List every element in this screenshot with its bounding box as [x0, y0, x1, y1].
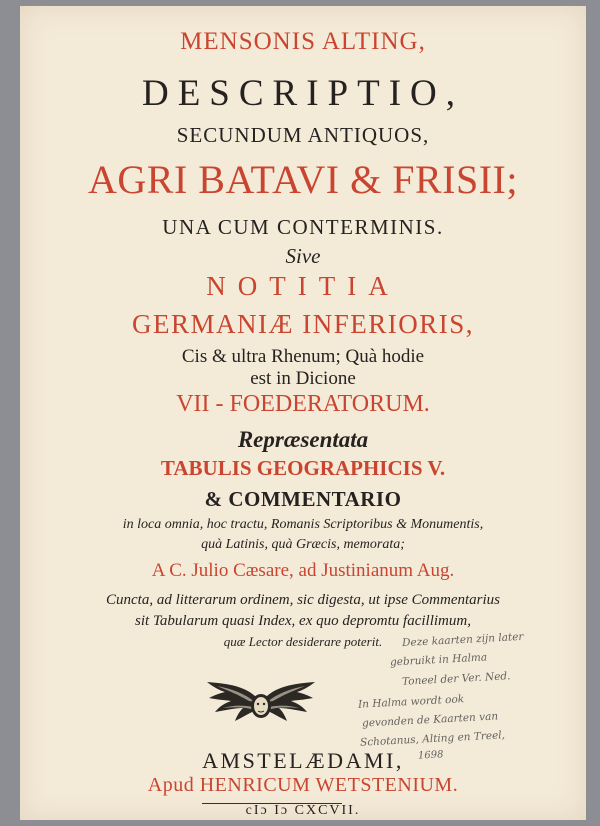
title-page — [20, 6, 586, 820]
tabulis-line: TABULIS GEOGRAPHICIS V. — [160, 456, 446, 480]
handwritten-note-6: Schotanus, Alting en Treel, — [359, 729, 506, 749]
handwritten-note-3: Toneel der Ver. Ned. — [401, 670, 511, 688]
quae-line: quæ Lector desiderare poterit. — [223, 634, 383, 649]
cuncta-line: Cuncta, ad litterarum ordinem, sic digesta, ut ipse Commentarius — [105, 592, 500, 608]
cherub-ornament — [205, 674, 317, 732]
est-line: est in Dicione — [250, 368, 356, 389]
vii-line: VII - FOEDERATORUM. — [176, 391, 430, 417]
cis-line: Cis & ultra Rhenum; Quà hodie — [181, 346, 425, 367]
city-line: AMSTELÆDAMI, — [202, 748, 404, 773]
year-line: cIɔ Iɔ CXCVII. — [245, 803, 361, 818]
publisher-line: Apud HENRICUM WETSTENIUM. — [147, 774, 459, 796]
germaniae-line: GERMANIÆ INFERIORIS, — [131, 309, 475, 339]
region-line: AGRI BATAVI & FRISII; — [88, 157, 518, 202]
sive-line: Sive — [285, 244, 321, 268]
sit-line: sit Tabularum quasi Index, ex quo depromtu facillimum, — [135, 613, 471, 629]
handwritten-note-5: gevonden de Kaarten van — [361, 710, 499, 730]
title-line: DESCRIPTIO, — [141, 73, 465, 114]
author-line: MENSONIS ALTING, — [180, 28, 426, 55]
handwritten-date: 1698 — [417, 749, 444, 762]
with-line: UNA CUM CONTERMINIS. — [162, 215, 444, 239]
handwritten-note-4: In Halma wordt ook — [357, 693, 465, 711]
notitia-line: NOTITIA — [206, 271, 400, 301]
subtitle-line: SECUNDUM ANTIQUOS, — [176, 123, 430, 147]
commentario-line: & COMMENTARIO — [204, 487, 402, 511]
repraesentata-line: Repræsentata — [237, 427, 369, 452]
caesare-line: A C. Julio Cæsare, ad Justinianum Aug. — [151, 560, 455, 581]
qua-line: quà Latinis, quà Græcis, memorata; — [201, 537, 405, 552]
in-loca-line: in loca omnia, hoc tractu, Romanis Scriptoribus & Monumentis, — [122, 517, 484, 532]
handwritten-note-1: Deze kaarten zijn later — [401, 630, 524, 650]
handwritten-note-2: gebruikt in Halma — [389, 651, 488, 669]
